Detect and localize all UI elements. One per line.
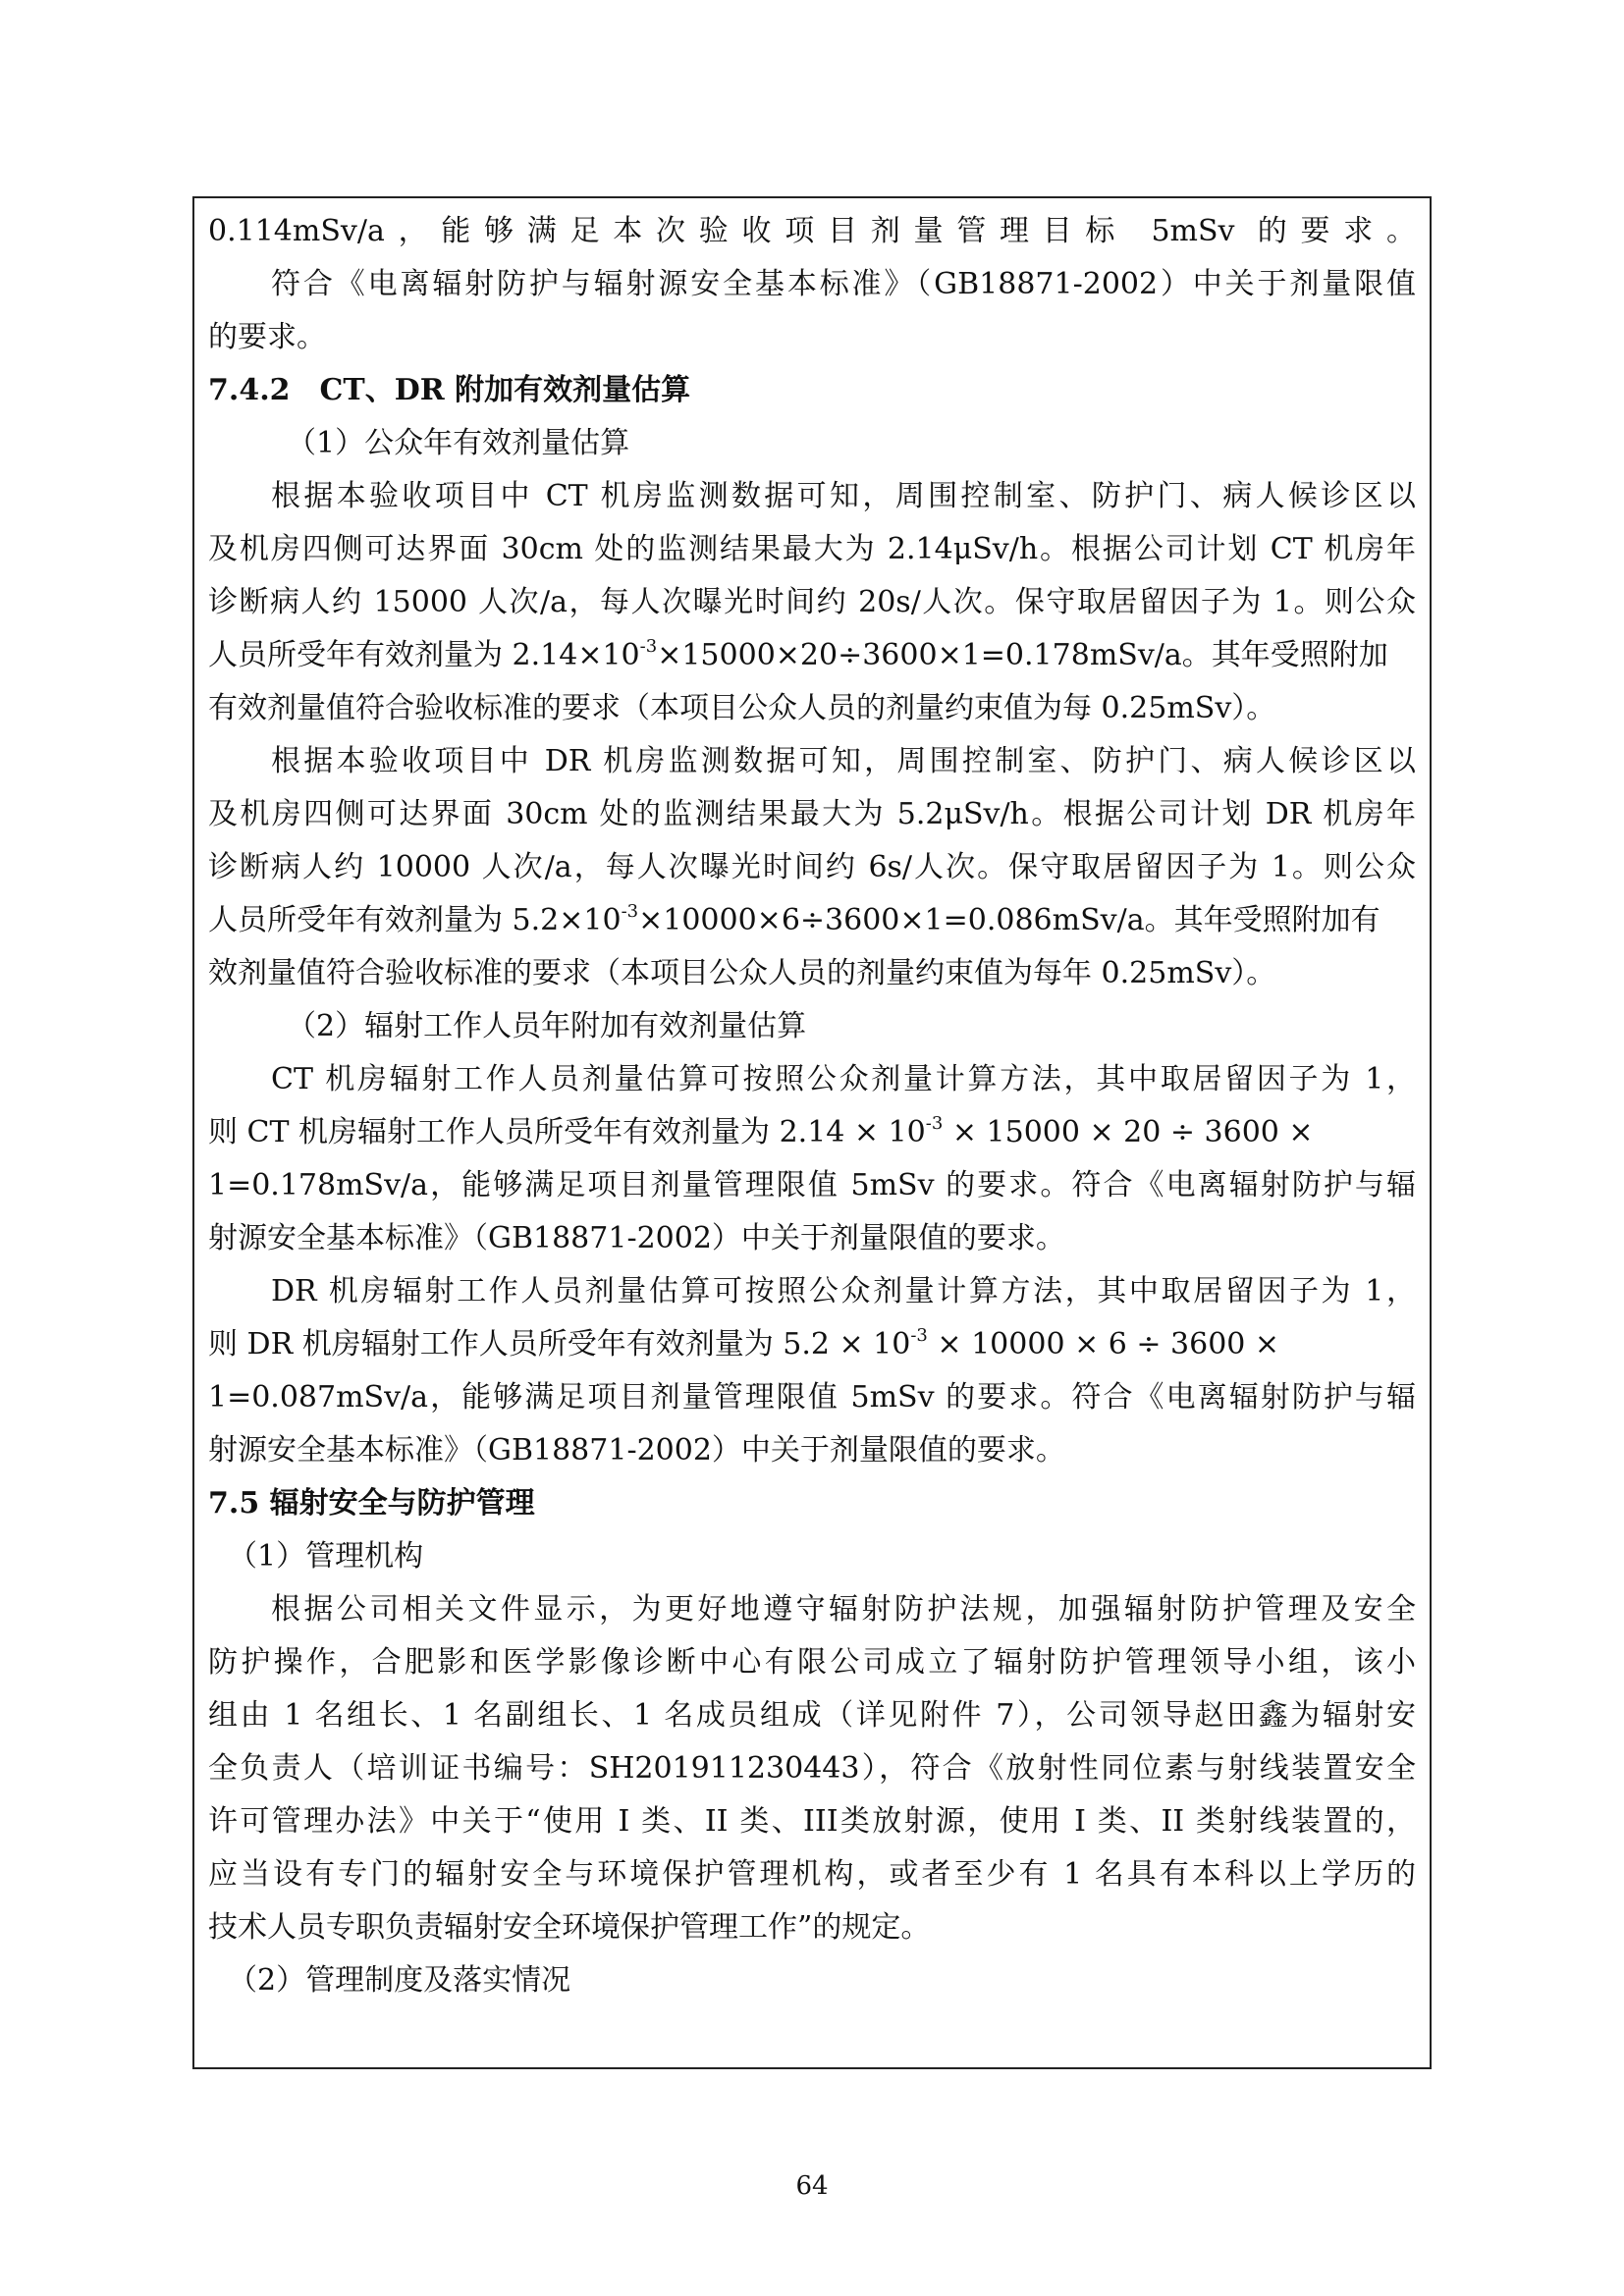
text-line: 防护操作，合肥影和医学影像诊断中心有限公司成立了辐射防护管理领导小组，该小 — [208, 1645, 1416, 1680]
text-line: 组由 1 名组长、1 名副组长、1 名成员组成（详见附件 7），公司领导赵田鑫为辐射安 — [208, 1698, 1416, 1733]
text-line: 人员所受年有效剂量为 $5.2\times 10^{-3}\times 10000\times 6\div 3600\times 1=0.086mSv/a$。其年受照附加有 — [208, 901, 1380, 937]
text-line: 射源安全基本标准》（GB18871-2002）中关于剂量限值的要求。 — [208, 1433, 1065, 1468]
subsection-heading: （2）管理制度及落实情况 — [228, 1963, 571, 1998]
text-line: 人员所受年有效剂量为 $2.14\times 10^{-3}\times 15000\times 20\div 3600\times 1=0.178mSv/a$。其年受照附加 — [208, 636, 1388, 672]
text-line: 及机房四侧可达界面 30cm 处的监测结果最大为 5.2μSv/h。根据公司计划 DR 机房年 — [208, 797, 1416, 831]
section-heading: 7.5 辐射安全与防护管理 — [208, 1486, 535, 1521]
text-line: 技术人员专职负责辐射安全环境保护管理工作”的规定。 — [208, 1910, 931, 1945]
text-line: 有效剂量值符合验收标准的要求（本项目公众人员的剂量约束值为每 0.25mSv）。 — [208, 691, 1276, 725]
subsection-heading: （1）公众年有效剂量估算 — [287, 426, 630, 460]
text-line: 根据本验收项目中 DR 机房监测数据可知，周围控制室、防护门、病人候诊区以 — [271, 744, 1416, 778]
subsection-heading: （2）辐射工作人员年附加有效剂量估算 — [287, 1009, 807, 1043]
content-frame — [192, 196, 1432, 2069]
text-line: 射源安全基本标准》（GB18871-2002）中关于剂量限值的要求。 — [208, 1221, 1065, 1255]
section-heading: 7.4.2 CT、DR 附加有效剂量估算 — [208, 373, 691, 407]
text-line: 根据公司相关文件显示，为更好地遵守辐射防护法规，加强辐射防护管理及安全 — [271, 1592, 1416, 1627]
text-line: 效剂量值符合验收标准的要求（本项目公众人员的剂量约束值为每年 0.25mSv）。 — [208, 956, 1276, 990]
text-line: 的要求。 — [208, 320, 326, 354]
text-line: 根据本验收项目中 CT 机房监测数据可知，周围控制室、防护门、病人候诊区以 — [271, 479, 1416, 513]
subsection-heading: （1）管理机构 — [228, 1539, 424, 1574]
text-line: 应当设有专门的辐射安全与环境保护管理机构，或者至少有 1 名具有本科以上学历的 — [208, 1857, 1416, 1892]
text-line: 许可管理办法》中关于“使用 I 类、II 类、III类放射源，使用 I 类、II 类射线装置的， — [208, 1804, 1416, 1839]
text-line: DR 机房辐射工作人员剂量估算可按照公众剂量计算方法，其中取居留因子为 1， — [271, 1274, 1416, 1308]
text-line: 诊断病人约 15000 人次/a，每人次曝光时间约 20s/人次。保守取居留因子为 1。则公众 — [208, 585, 1416, 619]
text-line: 0.114mSv/a，能够满足本次验收项目剂量管理目标 5mSv 的要求。 — [208, 214, 1416, 248]
text-line: 诊断病人约 10000 人次/a，每人次曝光时间约 6s/人次。保守取居留因子为 1。则公众 — [208, 850, 1416, 884]
text-line: 则 DR 机房辐射工作人员所受年有效剂量为 $5.2 \times 10^{-3} \times 10000 \times 6 \div 3600$ × — [208, 1325, 1280, 1362]
page-number: 64 — [795, 2171, 829, 2201]
text-line: 1=0.178mSv/a，能够满足项目剂量管理限值 5mSv 的要求。符合《电离辐射防护与辐 — [208, 1168, 1416, 1202]
text-line: 符合《电离辐射防护与辐射源安全基本标准》（GB18871-2002）中关于剂量限值 — [271, 267, 1416, 301]
text-line: 则 CT 机房辐射工作人员所受年有效剂量为 $2.14 \times 10^{-3} \times 15000 \times 20 \div 3600$ × — [208, 1113, 1314, 1149]
text-line: 及机房四侧可达界面 30cm 处的监测结果最大为 2.14μSv/h。根据公司计划 CT 机房年 — [208, 532, 1416, 566]
text-line: 全负责人（培训证书编号：SH201911230443），符合《放射性同位素与射线装置安全 — [208, 1751, 1416, 1786]
text-line: 1=0.087mSv/a，能够满足项目剂量管理限值 5mSv 的要求。符合《电离辐射防护与辐 — [208, 1380, 1416, 1415]
text-line: CT 机房辐射工作人员剂量估算可按照公众剂量计算方法，其中取居留因子为 1， — [271, 1062, 1416, 1096]
